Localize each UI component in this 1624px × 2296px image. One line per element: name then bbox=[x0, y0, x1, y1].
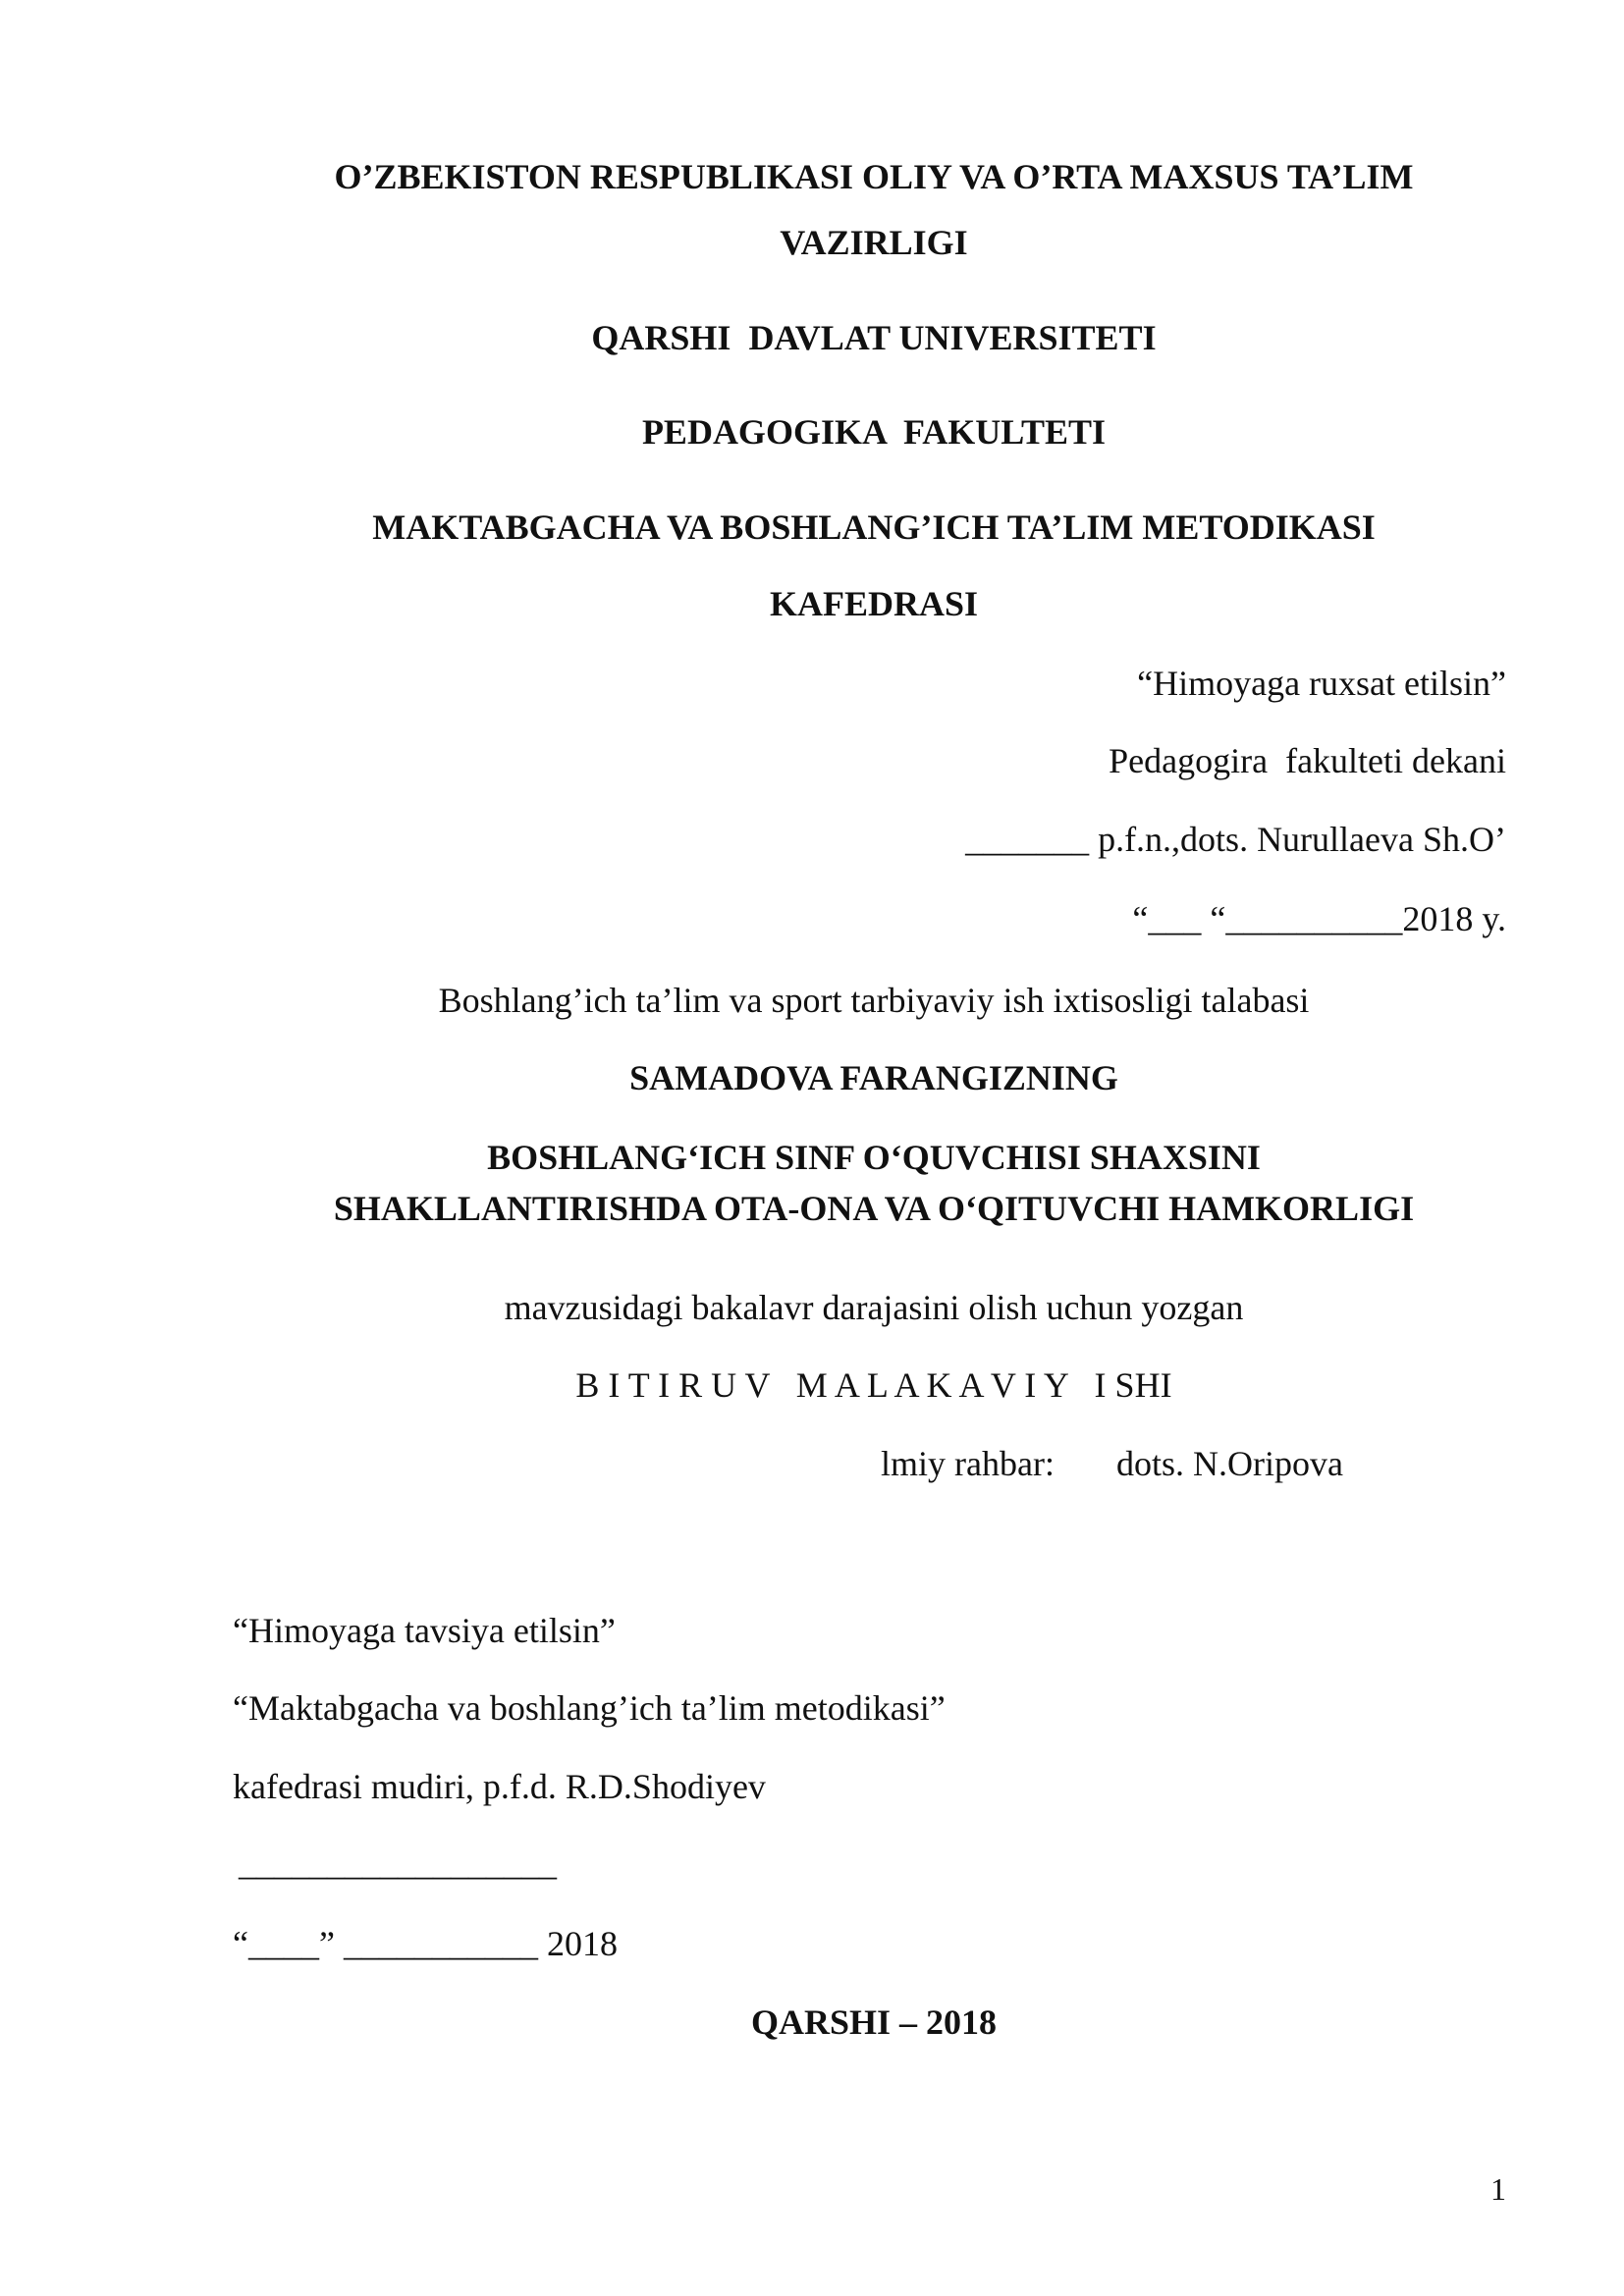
department-name-line2: KAFEDRASI bbox=[769, 584, 979, 623]
recommendation-signature-line: __________________ bbox=[239, 1843, 557, 1883]
supervisor-label: lmiy rahbar: bbox=[881, 1444, 1055, 1483]
approval-date: “___ “__________2018 y. bbox=[1132, 899, 1506, 938]
recommendation-department: “Maktabgacha va boshlang’ich ta’lim metodikasi” bbox=[233, 1688, 946, 1728]
student-name: SAMADOVA FARANGIZNING bbox=[629, 1058, 1118, 1097]
university-name: QARSHI DAVLAT UNIVERSITETI bbox=[591, 318, 1157, 357]
student-intro: Boshlang’ich ta’lim va sport tarbiyaviy ish ixtisosligi talabasi bbox=[438, 981, 1310, 1020]
recommendation-head: kafedrasi mudiri, p.f.d. R.D.Shodiyev bbox=[233, 1767, 766, 1806]
topic-line2: SHAKLLANTIRISHDA OTA-ONA VA O‘QITUVCHI HAMKORLIGI bbox=[333, 1189, 1415, 1228]
faculty-name: PEDAGOGIKA FAKULTETI bbox=[641, 412, 1107, 452]
ministry-title-line2: VAZIRLIGI bbox=[780, 223, 968, 262]
department-name-line1: MAKTABGACHA VA BOSHLANG’ICH TA’LIM METODIKASI bbox=[372, 507, 1376, 547]
ministry-title-line1: O’ZBEKISTON RESPUBLIKASI OLIY VA O’RTA MAXSUS TA’LIM bbox=[334, 157, 1414, 196]
recommendation-date: “____” ___________ 2018 bbox=[233, 1924, 618, 1963]
page-number: 1 bbox=[1490, 2171, 1506, 2207]
city-year: QARSHI – 2018 bbox=[750, 2002, 998, 2042]
topic-line1: BOSHLANG‘ICH SINF O‘QUVCHISI SHAXSINI bbox=[487, 1138, 1261, 1177]
approval-dean-signature: _______ p.f.n.,dots. Nurullaeva Sh.O’ bbox=[965, 820, 1506, 859]
work-type: B I T I R U V M A L A K A V I Y I SHI bbox=[575, 1365, 1172, 1405]
approval-dean-title: Pedagogira fakulteti dekani bbox=[1109, 741, 1506, 780]
recommendation-heading: “Himoyaga tavsiya etilsin” bbox=[233, 1611, 616, 1650]
work-purpose: mavzusidagi bakalavr darajasini olish uchun yozgan bbox=[504, 1288, 1244, 1327]
approval-heading: “Himoyaga ruxsat etilsin” bbox=[1137, 664, 1506, 703]
supervisor-name: dots. N.Oripova bbox=[1116, 1444, 1343, 1483]
